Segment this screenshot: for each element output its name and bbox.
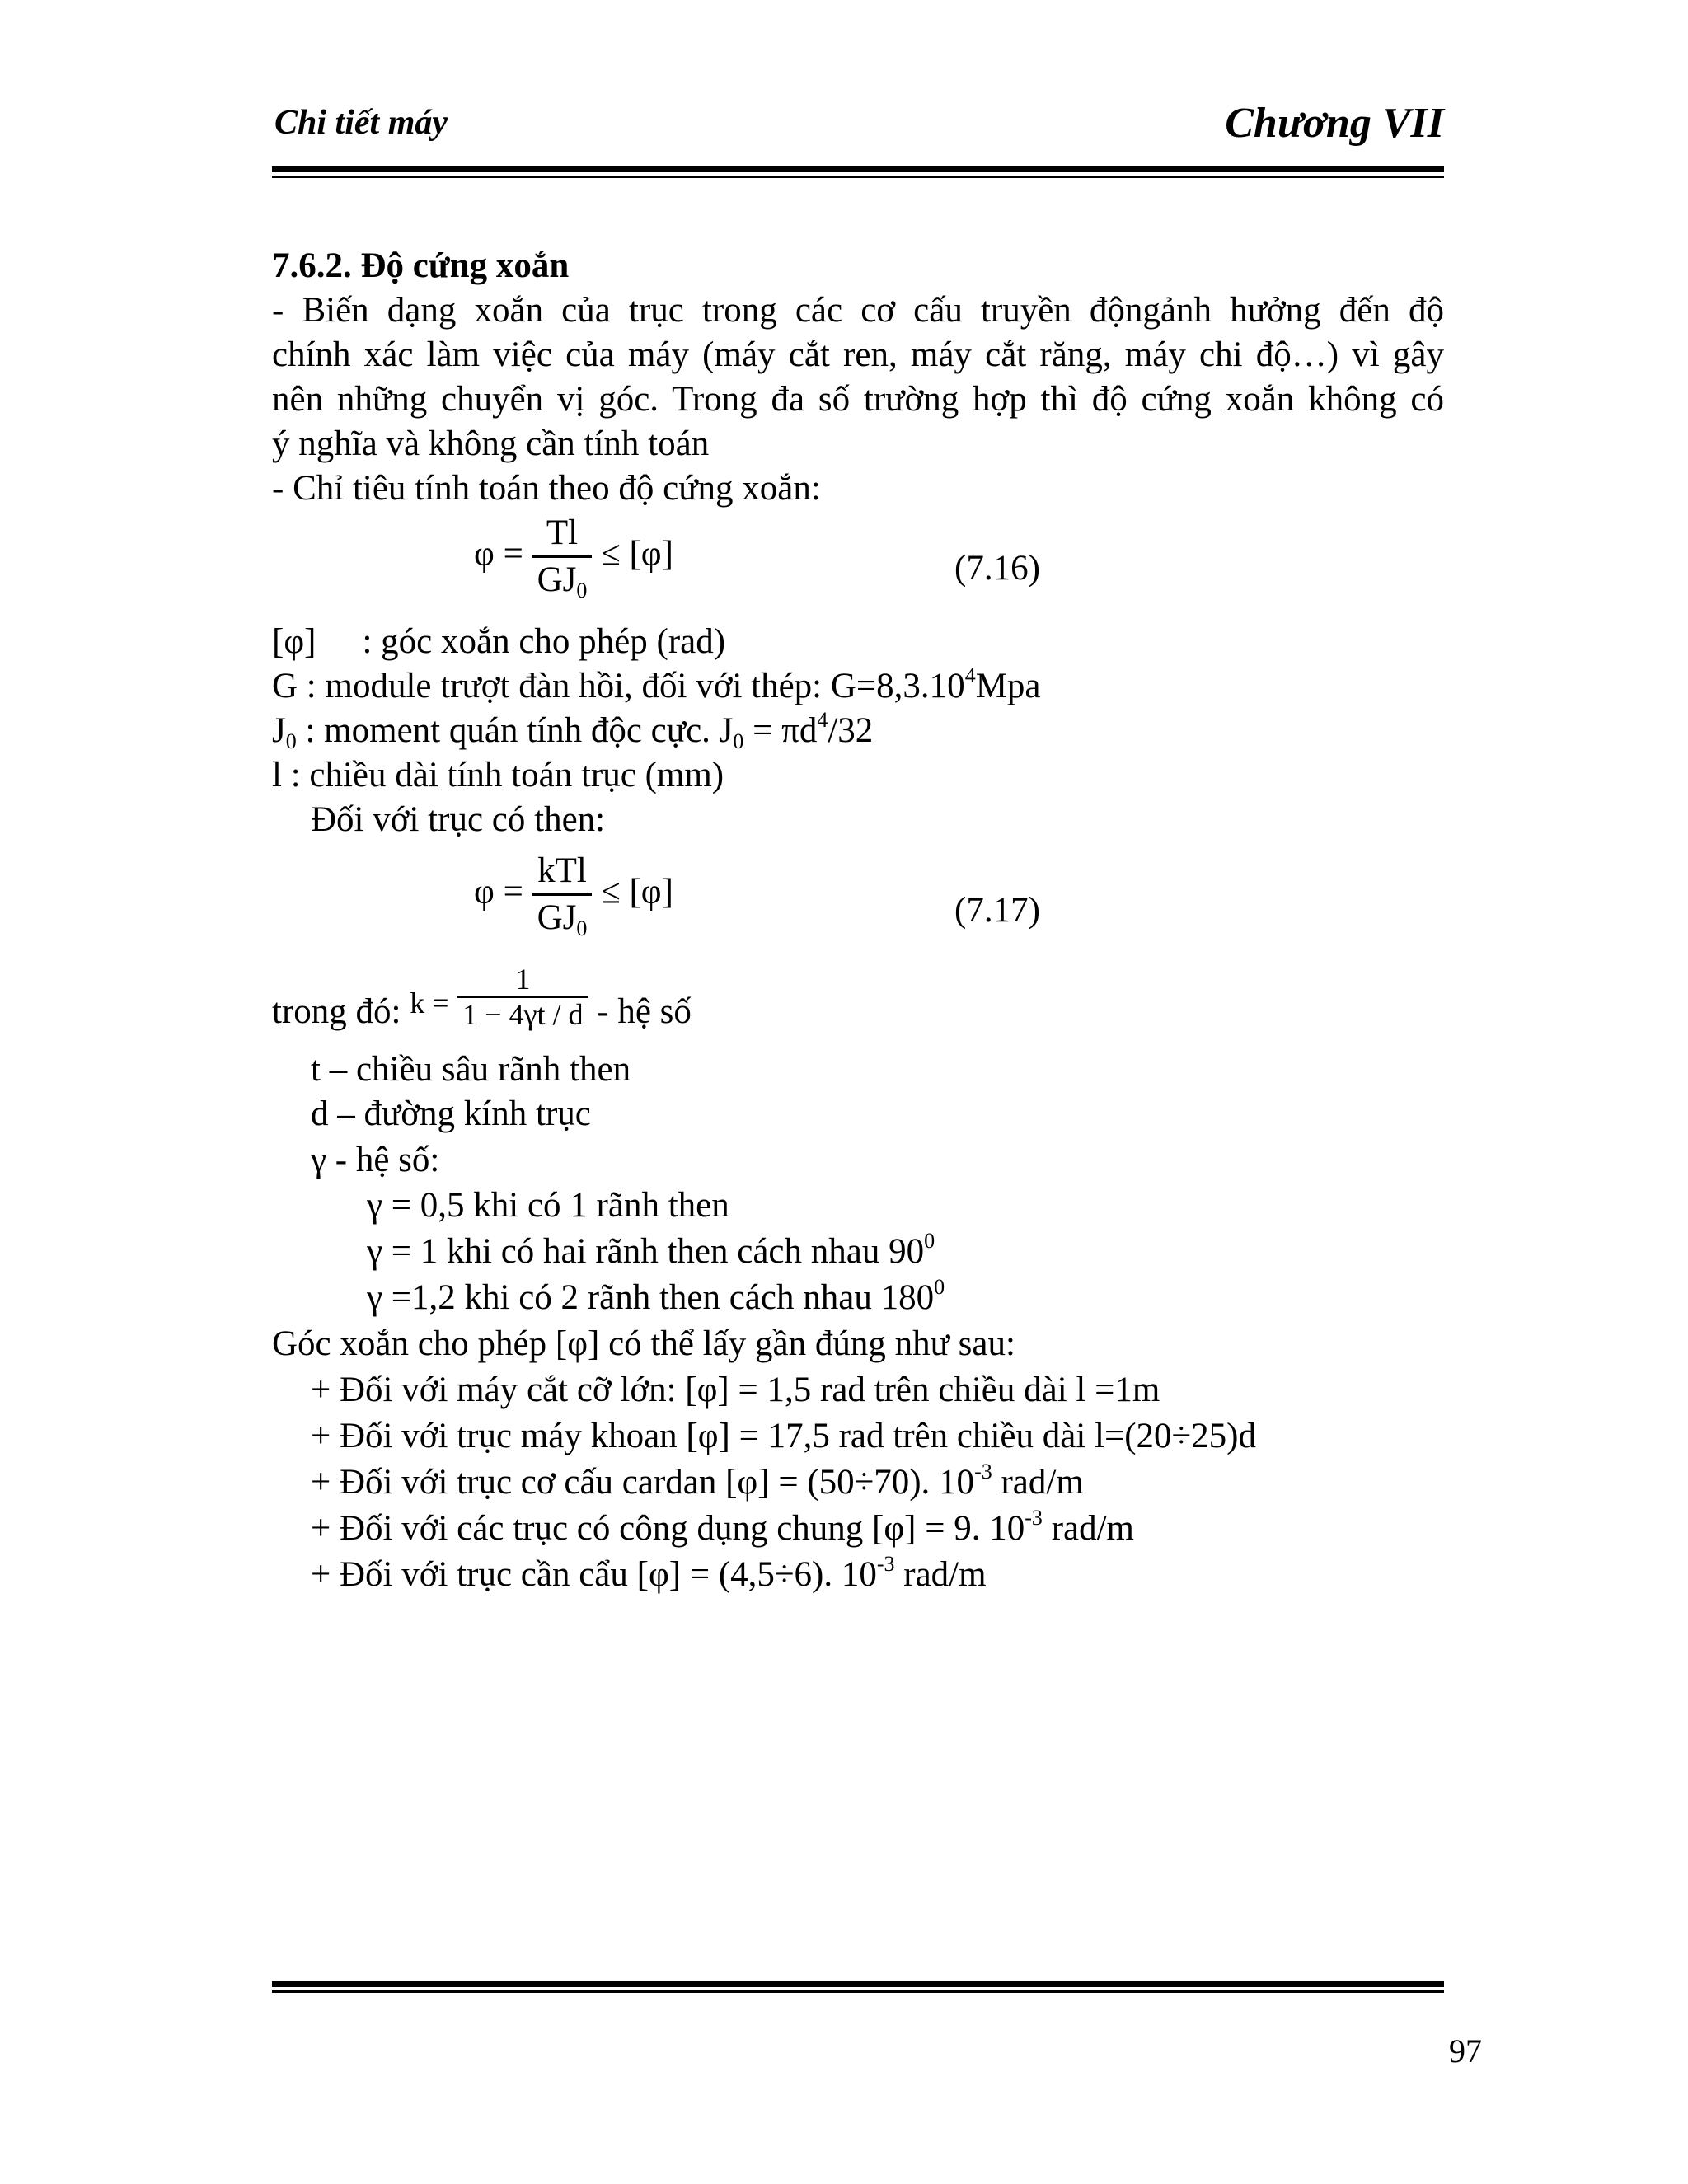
def-phi-symbol: [φ] xyxy=(272,622,316,661)
allow-item-5-exp: -3 xyxy=(876,1552,895,1576)
allow-item-2: + Đối với trục máy khoan [φ] = 17,5 rad trên chiều dài l=(20÷25)d xyxy=(311,1417,1256,1455)
k-def-prefix: trong đó: xyxy=(272,992,401,1031)
eq716-lhs: φ = xyxy=(474,534,523,574)
eq717-number: (7.17) xyxy=(954,891,1040,930)
eq717-den-text: GJ xyxy=(537,898,577,937)
eq716-den-sub: 0 xyxy=(576,579,588,602)
def-g-unit: Mpa xyxy=(975,667,1041,705)
eq716-fraction xyxy=(532,511,593,602)
gamma-3-text: γ =1,2 khi có 2 rãnh then cách nhau 180 xyxy=(367,1278,935,1317)
k-definition xyxy=(272,963,692,1034)
header-rule-thin xyxy=(272,176,1444,178)
header-left: Chi tiết máy xyxy=(274,104,448,142)
page-number: 97 xyxy=(1449,2032,1482,2069)
var-gamma: γ - hệ số: xyxy=(311,1141,440,1179)
def-g-exp: 4 xyxy=(964,663,976,687)
def-j-sub2: 0 xyxy=(733,729,744,753)
def-j xyxy=(272,709,873,753)
allow-intro: Góc xoắn cho phép [φ] có thể lấy gần đúng như sau: xyxy=(272,1324,1015,1363)
k-def-numerator: 1 xyxy=(515,963,531,996)
k-def-denominator: 1 − 4γt / d xyxy=(457,996,588,1031)
para1-line1: - Biến dạng xoắn của trục trong các cơ cấu truyền độngảnh hưởng đến độ xyxy=(272,291,1444,330)
allow-item-3-text: + Đối với trục cơ cấu cardan [φ] = (50÷70). 10 xyxy=(311,1463,975,1502)
para1-line2: chính xác làm việc của máy (máy cắt ren, máy cắt răng, máy chi độ…) vì gây xyxy=(272,335,1444,374)
var-d: d – đường kính trục xyxy=(311,1094,591,1133)
k-def-lhs: k = xyxy=(410,987,449,1019)
eq717-denominator xyxy=(532,893,593,940)
allow-item-5 xyxy=(311,1553,987,1597)
allow-item-4-exp: -3 xyxy=(1025,1506,1043,1530)
allow-item-3-exp: -3 xyxy=(974,1460,992,1483)
def-g xyxy=(272,664,1041,709)
allow-item-3 xyxy=(311,1460,1084,1505)
footer-rule-thin xyxy=(272,1990,1444,1993)
header-rule-thick xyxy=(272,166,1444,172)
def-j-sym: J xyxy=(272,711,286,750)
equation-7-16 xyxy=(474,511,673,602)
allow-item-5-unit: rad/m xyxy=(894,1555,987,1594)
eq716-den-text: GJ xyxy=(537,560,577,599)
def-j-sub: 0 xyxy=(285,729,297,753)
eq717-lhs: φ = xyxy=(474,872,523,912)
eq716-numerator: Tl xyxy=(546,513,579,552)
def-j-text: : moment quán tính độc cực. J xyxy=(296,711,734,750)
equation-7-17 xyxy=(474,849,673,940)
def-j-text3: /32 xyxy=(828,711,874,750)
eq717-rhs: ≤ [φ] xyxy=(601,872,673,912)
header-right: Chương VII xyxy=(1225,100,1444,147)
allow-item-4 xyxy=(311,1507,1134,1551)
gamma-2-text: γ = 1 khi có hai rãnh then cách nhau 90 xyxy=(367,1232,925,1271)
section-title: 7.6.2. Độ cứng xoắn xyxy=(272,246,570,285)
k-def-fraction xyxy=(457,963,588,1031)
eq716-denominator xyxy=(532,555,593,602)
def-phi xyxy=(272,620,725,664)
eq716-number: (7.16) xyxy=(954,549,1040,588)
eq717-numerator: kTl xyxy=(537,851,587,890)
gamma-2-exp: 0 xyxy=(924,1229,935,1253)
k-def-suffix: - hệ số xyxy=(597,992,692,1031)
gamma-3-exp: 0 xyxy=(934,1275,945,1299)
allow-item-3-unit: rad/m xyxy=(992,1463,1084,1502)
def-l: l : chiều dài tính toán trục (mm) xyxy=(272,756,724,794)
def-phi-text: : góc xoắn cho phép (rad) xyxy=(362,622,726,661)
gamma-1: γ = 0,5 khi có 1 rãnh then xyxy=(367,1186,729,1225)
allow-item-1: + Đối với máy cắt cỡ lớn: [φ] = 1,5 rad trên chiều dài l =1m xyxy=(311,1371,1160,1409)
def-j-exp: 4 xyxy=(817,708,828,732)
def-j-text2: = πd xyxy=(743,711,818,750)
eq717-fraction xyxy=(532,849,593,940)
allow-item-4-unit: rad/m xyxy=(1042,1509,1134,1548)
eq716-rhs: ≤ [φ] xyxy=(601,534,673,574)
var-t: t – chiều sâu rãnh then xyxy=(311,1050,631,1089)
keyed-shaft-line: Đối với trục có then: xyxy=(311,800,606,839)
def-g-text: G : module trượt đàn hồi, đối với thép: G=8,3.10 xyxy=(272,667,965,705)
allow-item-5-text: + Đối với trục cần cẩu [φ] = (4,5÷6). 10 xyxy=(311,1555,877,1594)
gamma-2 xyxy=(367,1230,935,1274)
para1-line3: nên những chuyển vị góc. Trong đa số trường hợp thì độ cứng xoắn không có xyxy=(272,380,1444,419)
gamma-3 xyxy=(367,1276,945,1320)
para1-line4: ý nghĩa và không cần tính toán xyxy=(272,424,710,463)
footer-rule-thick xyxy=(272,1981,1444,1987)
criterion-line: - Chỉ tiêu tính toán theo độ cứng xoắn: xyxy=(272,469,821,508)
eq717-den-sub: 0 xyxy=(576,916,588,940)
allow-item-4-text: + Đối với các trục có công dụng chung [φ] = 9. 10 xyxy=(311,1509,1025,1548)
